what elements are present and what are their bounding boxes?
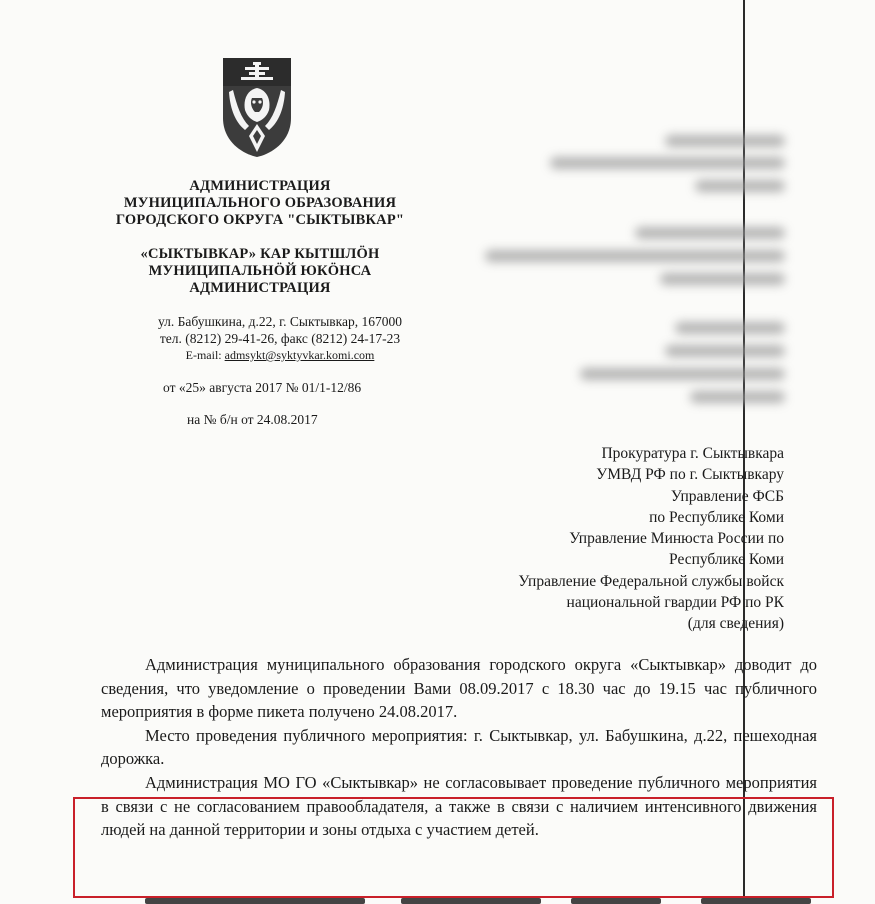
- org-name-komi-line: МУНИЦИПАЛЬНӦЙ ЮКӦНСА: [148, 263, 372, 279]
- recipient-line: Республике Коми: [669, 551, 784, 569]
- email-label: E-mail:: [185, 348, 225, 362]
- org-name-line: АДМИНИСТРАЦИЯ: [189, 178, 331, 194]
- org-name-line: ГОРОДСКОГО ОКРУГА "СЫКТЫВКАР": [115, 212, 405, 228]
- phone-line: тел. (8212) 29-41-26, факс (8212) 24-17-23: [159, 331, 401, 346]
- cut-off-text-line: [101, 892, 817, 904]
- recipient-line: Прокуратура г. Сыктывкара: [601, 445, 784, 462]
- org-name-komi-line: АДМИНИСТРАЦИЯ: [189, 280, 331, 296]
- recipient-line: (для сведения): [687, 615, 784, 633]
- reply-reference: на № б/н от 24.08.2017: [187, 412, 318, 427]
- coat-of-arms-emblem: [219, 56, 295, 158]
- body-paragraph-refusal: Администрация МО ГО «Сыктывкар» не согласовывает проведение публичного мероприятия в связи с не согласованием правообладателя, а также в связи с наличием интенсивного движения людей на данной территории и зоны отдыха с участием детей.: [101, 772, 817, 840]
- body-paragraph-location: Место проведения публичного мероприятия: г. Сыктывкар, ул. Бабушкина, д.22, пешеходная дорожка.: [101, 725, 817, 769]
- org-name-line: МУНИЦИПАЛЬНОГО ОБРАЗОВАНИЯ: [123, 195, 397, 211]
- email-link[interactable]: admsykt@syktyvkar.komi.com: [224, 348, 375, 362]
- organization-name-block: [100, 178, 420, 297]
- recipient-line: национальной гвардии РФ по РК: [566, 594, 784, 612]
- recipient-line: УМВД РФ по г. Сыктывкару: [596, 466, 784, 484]
- recipient-line: по Республике Коми: [649, 508, 784, 526]
- address-line: ул. Бабушкина, д.22, г. Сыктывкар, 167000: [157, 314, 403, 329]
- email-line: [100, 347, 460, 364]
- redacted-addressee-block: [440, 85, 785, 430]
- refusal-highlight-box: [73, 797, 834, 898]
- recipient-line: Управление Федеральной службы войск: [518, 572, 784, 590]
- contact-block: [100, 313, 460, 364]
- recipient-line: Управление ФСБ: [670, 487, 784, 505]
- org-name-komi-line: «СЫКТЫВКАР» КАР КЫТШЛӦН: [140, 246, 380, 262]
- body-paragraph-notification: Администрация муниципального образования городского округа «Сыктывкар» доводит до сведения, что уведомление о проведении Вами 08.09.2017 с 18.30 час до 19.15 час публичного мероприятия в форме пикета получено 24.08.2017.: [101, 655, 817, 722]
- recipients-list: [364, 443, 784, 635]
- outgoing-date-number: от «25» августа 2017 № 01/1-12/86: [163, 380, 362, 395]
- recipient-line: Управление Минюста России по: [569, 530, 784, 548]
